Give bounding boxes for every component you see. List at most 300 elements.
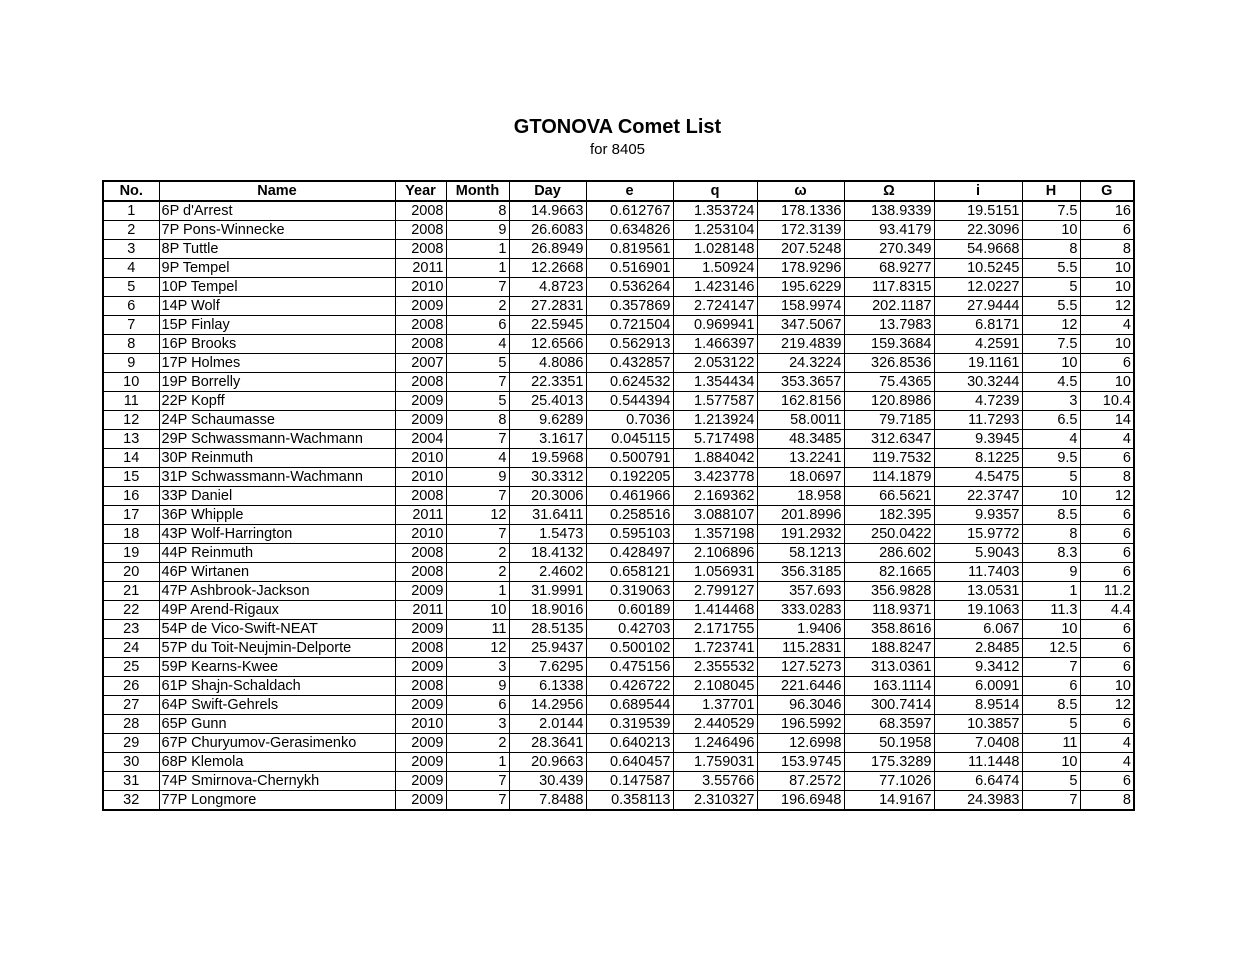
- cell-day: 9.6289: [509, 411, 586, 430]
- cell-g: 10: [1080, 259, 1134, 278]
- cell-day: 14.9663: [509, 201, 586, 221]
- cell-h: 12.5: [1022, 639, 1080, 658]
- cell-h: 7.5: [1022, 201, 1080, 221]
- cell-omega-capital: 68.3597: [844, 715, 934, 734]
- cell-name: 44P Reinmuth: [159, 544, 395, 563]
- table-row: [103, 487, 1134, 506]
- cell-no: 13: [103, 430, 159, 449]
- cell-name: 6P d'Arrest: [159, 201, 395, 221]
- column-header-day: Day: [509, 181, 586, 201]
- cell-g: 16: [1080, 201, 1134, 221]
- cell-omega-small: 219.4839: [757, 335, 844, 354]
- cell-omega-capital: 82.1665: [844, 563, 934, 582]
- table-row: [103, 696, 1134, 715]
- cell-q: 1.213924: [673, 411, 757, 430]
- cell-name: 8P Tuttle: [159, 240, 395, 259]
- cell-name: 65P Gunn: [159, 715, 395, 734]
- cell-h: 7: [1022, 791, 1080, 811]
- cell-g: 12: [1080, 696, 1134, 715]
- cell-day: 22.5945: [509, 316, 586, 335]
- cell-h: 5: [1022, 468, 1080, 487]
- cell-omega-small: 201.8996: [757, 506, 844, 525]
- cell-h: 4: [1022, 430, 1080, 449]
- cell-month: 9: [446, 221, 509, 240]
- cell-month: 5: [446, 354, 509, 373]
- cell-i: 4.2591: [934, 335, 1022, 354]
- cell-omega-capital: 356.9828: [844, 582, 934, 601]
- cell-omega-capital: 50.1958: [844, 734, 934, 753]
- cell-q: 1.50924: [673, 259, 757, 278]
- cell-omega-small: 158.9974: [757, 297, 844, 316]
- cell-omega-small: 353.3657: [757, 373, 844, 392]
- cell-omega-capital: 13.7983: [844, 316, 934, 335]
- cell-month: 6: [446, 696, 509, 715]
- cell-year: 2009: [395, 753, 446, 772]
- cell-i: 19.5151: [934, 201, 1022, 221]
- table-row: [103, 715, 1134, 734]
- cell-h: 5.5: [1022, 259, 1080, 278]
- cell-year: 2009: [395, 582, 446, 601]
- cell-e: 0.60189: [586, 601, 673, 620]
- table-row: [103, 449, 1134, 468]
- cell-no: 20: [103, 563, 159, 582]
- cell-day: 7.8488: [509, 791, 586, 811]
- cell-q: 2.440529: [673, 715, 757, 734]
- cell-no: 15: [103, 468, 159, 487]
- column-header-h: H: [1022, 181, 1080, 201]
- table-row: [103, 354, 1134, 373]
- cell-omega-small: 178.1336: [757, 201, 844, 221]
- cell-q: 2.108045: [673, 677, 757, 696]
- cell-name: 64P Swift-Gehrels: [159, 696, 395, 715]
- cell-day: 31.9991: [509, 582, 586, 601]
- cell-name: 46P Wirtanen: [159, 563, 395, 582]
- cell-i: 6.6474: [934, 772, 1022, 791]
- cell-year: 2010: [395, 715, 446, 734]
- cell-month: 7: [446, 487, 509, 506]
- cell-g: 6: [1080, 620, 1134, 639]
- cell-omega-capital: 270.349: [844, 240, 934, 259]
- cell-month: 12: [446, 506, 509, 525]
- cell-year: 2009: [395, 620, 446, 639]
- cell-g: 10: [1080, 677, 1134, 696]
- cell-omega-capital: 159.3684: [844, 335, 934, 354]
- cell-month: 2: [446, 544, 509, 563]
- cell-h: 11: [1022, 734, 1080, 753]
- cell-i: 22.3096: [934, 221, 1022, 240]
- table-row: [103, 753, 1134, 772]
- cell-month: 4: [446, 335, 509, 354]
- cell-omega-small: 221.6446: [757, 677, 844, 696]
- cell-h: 10: [1022, 221, 1080, 240]
- table-row: [103, 297, 1134, 316]
- cell-omega-capital: 358.8616: [844, 620, 934, 639]
- cell-year: 2009: [395, 772, 446, 791]
- cell-year: 2008: [395, 201, 446, 221]
- cell-omega-small: 196.5992: [757, 715, 844, 734]
- cell-omega-small: 13.2241: [757, 449, 844, 468]
- cell-month: 2: [446, 563, 509, 582]
- table-row: [103, 772, 1134, 791]
- cell-h: 8.5: [1022, 696, 1080, 715]
- cell-day: 12.2668: [509, 259, 586, 278]
- cell-e: 0.426722: [586, 677, 673, 696]
- cell-no: 7: [103, 316, 159, 335]
- cell-month: 1: [446, 259, 509, 278]
- table-row: [103, 791, 1134, 811]
- cell-e: 0.634826: [586, 221, 673, 240]
- cell-h: 11.3: [1022, 601, 1080, 620]
- cell-no: 14: [103, 449, 159, 468]
- cell-i: 22.3747: [934, 487, 1022, 506]
- cell-year: 2008: [395, 544, 446, 563]
- cell-name: 47P Ashbrook-Jackson: [159, 582, 395, 601]
- cell-omega-small: 333.0283: [757, 601, 844, 620]
- cell-omega-capital: 79.7185: [844, 411, 934, 430]
- cell-g: 6: [1080, 639, 1134, 658]
- cell-i: 6.8171: [934, 316, 1022, 335]
- cell-g: 6: [1080, 354, 1134, 373]
- cell-omega-small: 196.6948: [757, 791, 844, 811]
- cell-e: 0.544394: [586, 392, 673, 411]
- cell-q: 2.171755: [673, 620, 757, 639]
- cell-day: 3.1617: [509, 430, 586, 449]
- cell-e: 0.319539: [586, 715, 673, 734]
- cell-name: 74P Smirnova-Chernykh: [159, 772, 395, 791]
- cell-name: 31P Schwassmann-Wachmann: [159, 468, 395, 487]
- cell-i: 12.0227: [934, 278, 1022, 297]
- cell-year: 2010: [395, 525, 446, 544]
- cell-day: 20.3006: [509, 487, 586, 506]
- cell-name: 33P Daniel: [159, 487, 395, 506]
- cell-year: 2008: [395, 639, 446, 658]
- cell-h: 7: [1022, 658, 1080, 677]
- cell-day: 19.5968: [509, 449, 586, 468]
- cell-e: 0.42703: [586, 620, 673, 639]
- cell-h: 5: [1022, 772, 1080, 791]
- cell-omega-small: 357.693: [757, 582, 844, 601]
- cell-g: 4: [1080, 734, 1134, 753]
- cell-no: 10: [103, 373, 159, 392]
- column-header-year: Year: [395, 181, 446, 201]
- cell-omega-capital: 312.6347: [844, 430, 934, 449]
- cell-year: 2008: [395, 677, 446, 696]
- table-row: [103, 373, 1134, 392]
- cell-g: 8: [1080, 791, 1134, 811]
- cell-i: 9.3412: [934, 658, 1022, 677]
- cell-omega-small: 18.958: [757, 487, 844, 506]
- cell-h: 8.5: [1022, 506, 1080, 525]
- cell-e: 0.7036: [586, 411, 673, 430]
- cell-omega-capital: 313.0361: [844, 658, 934, 677]
- cell-g: 11.2: [1080, 582, 1134, 601]
- cell-omega-capital: 250.0422: [844, 525, 934, 544]
- cell-name: 30P Reinmuth: [159, 449, 395, 468]
- cell-month: 8: [446, 201, 509, 221]
- cell-no: 32: [103, 791, 159, 811]
- cell-h: 1: [1022, 582, 1080, 601]
- column-header-omega-capital: Ω: [844, 181, 934, 201]
- cell-e: 0.562913: [586, 335, 673, 354]
- cell-i: 6.0091: [934, 677, 1022, 696]
- cell-e: 0.516901: [586, 259, 673, 278]
- cell-e: 0.819561: [586, 240, 673, 259]
- cell-year: 2009: [395, 392, 446, 411]
- cell-q: 0.969941: [673, 316, 757, 335]
- cell-i: 7.0408: [934, 734, 1022, 753]
- cell-q: 1.353724: [673, 201, 757, 221]
- cell-e: 0.689544: [586, 696, 673, 715]
- cell-no: 16: [103, 487, 159, 506]
- cell-q: 2.310327: [673, 791, 757, 811]
- cell-year: 2008: [395, 221, 446, 240]
- cell-h: 3: [1022, 392, 1080, 411]
- cell-i: 2.8485: [934, 639, 1022, 658]
- cell-g: 10.4: [1080, 392, 1134, 411]
- table-row: [103, 259, 1134, 278]
- comet-table: [102, 180, 1135, 811]
- cell-i: 15.9772: [934, 525, 1022, 544]
- cell-month: 7: [446, 772, 509, 791]
- cell-no: 17: [103, 506, 159, 525]
- cell-h: 5.5: [1022, 297, 1080, 316]
- cell-omega-small: 115.2831: [757, 639, 844, 658]
- cell-h: 5: [1022, 278, 1080, 297]
- cell-e: 0.192205: [586, 468, 673, 487]
- cell-q: 1.414468: [673, 601, 757, 620]
- cell-i: 9.9357: [934, 506, 1022, 525]
- cell-day: 4.8723: [509, 278, 586, 297]
- cell-omega-capital: 66.5621: [844, 487, 934, 506]
- cell-i: 27.9444: [934, 297, 1022, 316]
- cell-omega-capital: 118.9371: [844, 601, 934, 620]
- cell-omega-small: 172.3139: [757, 221, 844, 240]
- cell-omega-small: 178.9296: [757, 259, 844, 278]
- table-row: [103, 335, 1134, 354]
- cell-e: 0.461966: [586, 487, 673, 506]
- column-header-g: G: [1080, 181, 1134, 201]
- cell-i: 54.9668: [934, 240, 1022, 259]
- cell-q: 1.577587: [673, 392, 757, 411]
- cell-day: 27.2831: [509, 297, 586, 316]
- cell-name: 9P Tempel: [159, 259, 395, 278]
- cell-h: 10: [1022, 620, 1080, 639]
- cell-omega-small: 12.6998: [757, 734, 844, 753]
- cell-omega-small: 24.3224: [757, 354, 844, 373]
- cell-month: 5: [446, 392, 509, 411]
- cell-no: 3: [103, 240, 159, 259]
- cell-i: 8.9514: [934, 696, 1022, 715]
- cell-year: 2009: [395, 696, 446, 715]
- cell-day: 25.4013: [509, 392, 586, 411]
- cell-i: 30.3244: [934, 373, 1022, 392]
- cell-day: 26.6083: [509, 221, 586, 240]
- cell-omega-small: 127.5273: [757, 658, 844, 677]
- cell-day: 14.2956: [509, 696, 586, 715]
- cell-year: 2011: [395, 259, 446, 278]
- cell-no: 6: [103, 297, 159, 316]
- cell-i: 11.7293: [934, 411, 1022, 430]
- cell-omega-capital: 68.9277: [844, 259, 934, 278]
- cell-no: 30: [103, 753, 159, 772]
- cell-omega-capital: 326.8536: [844, 354, 934, 373]
- cell-omega-capital: 114.1879: [844, 468, 934, 487]
- cell-q: 2.053122: [673, 354, 757, 373]
- cell-omega-capital: 182.395: [844, 506, 934, 525]
- cell-q: 1.884042: [673, 449, 757, 468]
- cell-year: 2008: [395, 316, 446, 335]
- cell-q: 1.253104: [673, 221, 757, 240]
- cell-year: 2008: [395, 373, 446, 392]
- cell-name: 77P Longmore: [159, 791, 395, 811]
- table-row: [103, 639, 1134, 658]
- cell-omega-capital: 202.1187: [844, 297, 934, 316]
- cell-omega-small: 191.2932: [757, 525, 844, 544]
- cell-no: 8: [103, 335, 159, 354]
- cell-no: 25: [103, 658, 159, 677]
- cell-year: 2009: [395, 411, 446, 430]
- cell-i: 8.1225: [934, 449, 1022, 468]
- cell-e: 0.045115: [586, 430, 673, 449]
- cell-day: 18.9016: [509, 601, 586, 620]
- cell-no: 2: [103, 221, 159, 240]
- cell-e: 0.357869: [586, 297, 673, 316]
- column-header-omega-small: ω: [757, 181, 844, 201]
- cell-omega-capital: 188.8247: [844, 639, 934, 658]
- cell-name: 57P du Toit-Neujmin-Delporte: [159, 639, 395, 658]
- cell-h: 9.5: [1022, 449, 1080, 468]
- cell-day: 4.8086: [509, 354, 586, 373]
- cell-no: 29: [103, 734, 159, 753]
- cell-i: 4.7239: [934, 392, 1022, 411]
- cell-h: 12: [1022, 316, 1080, 335]
- table-row: [103, 392, 1134, 411]
- table-row: [103, 316, 1134, 335]
- cell-month: 4: [446, 449, 509, 468]
- cell-name: 54P de Vico-Swift-NEAT: [159, 620, 395, 639]
- cell-omega-capital: 163.1114: [844, 677, 934, 696]
- cell-month: 9: [446, 468, 509, 487]
- cell-i: 11.1448: [934, 753, 1022, 772]
- cell-q: 1.723741: [673, 639, 757, 658]
- cell-day: 30.439: [509, 772, 586, 791]
- cell-g: 4: [1080, 430, 1134, 449]
- cell-month: 11: [446, 620, 509, 639]
- cell-omega-small: 1.9406: [757, 620, 844, 639]
- cell-day: 6.1338: [509, 677, 586, 696]
- cell-name: 19P Borrelly: [159, 373, 395, 392]
- cell-month: 1: [446, 582, 509, 601]
- cell-e: 0.428497: [586, 544, 673, 563]
- cell-month: 7: [446, 373, 509, 392]
- cell-h: 4.5: [1022, 373, 1080, 392]
- cell-month: 9: [446, 677, 509, 696]
- cell-g: 8: [1080, 468, 1134, 487]
- cell-q: 2.355532: [673, 658, 757, 677]
- cell-q: 1.37701: [673, 696, 757, 715]
- cell-no: 4: [103, 259, 159, 278]
- cell-name: 22P Kopff: [159, 392, 395, 411]
- cell-i: 19.1161: [934, 354, 1022, 373]
- cell-i: 9.3945: [934, 430, 1022, 449]
- cell-g: 10: [1080, 335, 1134, 354]
- cell-e: 0.432857: [586, 354, 673, 373]
- cell-name: 17P Holmes: [159, 354, 395, 373]
- cell-g: 12: [1080, 297, 1134, 316]
- cell-q: 5.717498: [673, 430, 757, 449]
- cell-omega-capital: 93.4179: [844, 221, 934, 240]
- table-body: [103, 201, 1134, 810]
- cell-no: 12: [103, 411, 159, 430]
- cell-name: 24P Schaumasse: [159, 411, 395, 430]
- table-row: [103, 620, 1134, 639]
- cell-g: 6: [1080, 715, 1134, 734]
- cell-q: 2.724147: [673, 297, 757, 316]
- cell-omega-small: 347.5067: [757, 316, 844, 335]
- cell-day: 22.3351: [509, 373, 586, 392]
- cell-no: 11: [103, 392, 159, 411]
- cell-day: 31.6411: [509, 506, 586, 525]
- cell-month: 2: [446, 734, 509, 753]
- table-row: [103, 468, 1134, 487]
- table-row: [103, 525, 1134, 544]
- cell-omega-small: 96.3046: [757, 696, 844, 715]
- cell-no: 23: [103, 620, 159, 639]
- cell-month: 8: [446, 411, 509, 430]
- cell-i: 5.9043: [934, 544, 1022, 563]
- cell-g: 12: [1080, 487, 1134, 506]
- cell-e: 0.612767: [586, 201, 673, 221]
- cell-month: 3: [446, 658, 509, 677]
- cell-omega-capital: 175.3289: [844, 753, 934, 772]
- cell-name: 43P Wolf-Harrington: [159, 525, 395, 544]
- cell-h: 8: [1022, 525, 1080, 544]
- cell-q: 1.423146: [673, 278, 757, 297]
- table-row: [103, 582, 1134, 601]
- cell-i: 4.5475: [934, 468, 1022, 487]
- cell-e: 0.500102: [586, 639, 673, 658]
- cell-month: 7: [446, 525, 509, 544]
- cell-h: 5: [1022, 715, 1080, 734]
- cell-omega-small: 58.0011: [757, 411, 844, 430]
- cell-name: 61P Shajn-Schaldach: [159, 677, 395, 696]
- cell-omega-small: 153.9745: [757, 753, 844, 772]
- cell-omega-capital: 119.7532: [844, 449, 934, 468]
- cell-year: 2007: [395, 354, 446, 373]
- cell-year: 2010: [395, 278, 446, 297]
- cell-q: 1.354434: [673, 373, 757, 392]
- cell-e: 0.536264: [586, 278, 673, 297]
- cell-day: 26.8949: [509, 240, 586, 259]
- cell-day: 12.6566: [509, 335, 586, 354]
- cell-name: 29P Schwassmann-Wachmann: [159, 430, 395, 449]
- cell-e: 0.500791: [586, 449, 673, 468]
- cell-day: 18.4132: [509, 544, 586, 563]
- cell-month: 7: [446, 791, 509, 811]
- cell-e: 0.319063: [586, 582, 673, 601]
- cell-month: 12: [446, 639, 509, 658]
- cell-year: 2010: [395, 468, 446, 487]
- table-row: [103, 278, 1134, 297]
- cell-year: 2009: [395, 791, 446, 811]
- cell-name: 59P Kearns-Kwee: [159, 658, 395, 677]
- cell-i: 10.3857: [934, 715, 1022, 734]
- cell-e: 0.147587: [586, 772, 673, 791]
- cell-month: 1: [446, 753, 509, 772]
- cell-no: 26: [103, 677, 159, 696]
- cell-year: 2008: [395, 563, 446, 582]
- cell-month: 2: [446, 297, 509, 316]
